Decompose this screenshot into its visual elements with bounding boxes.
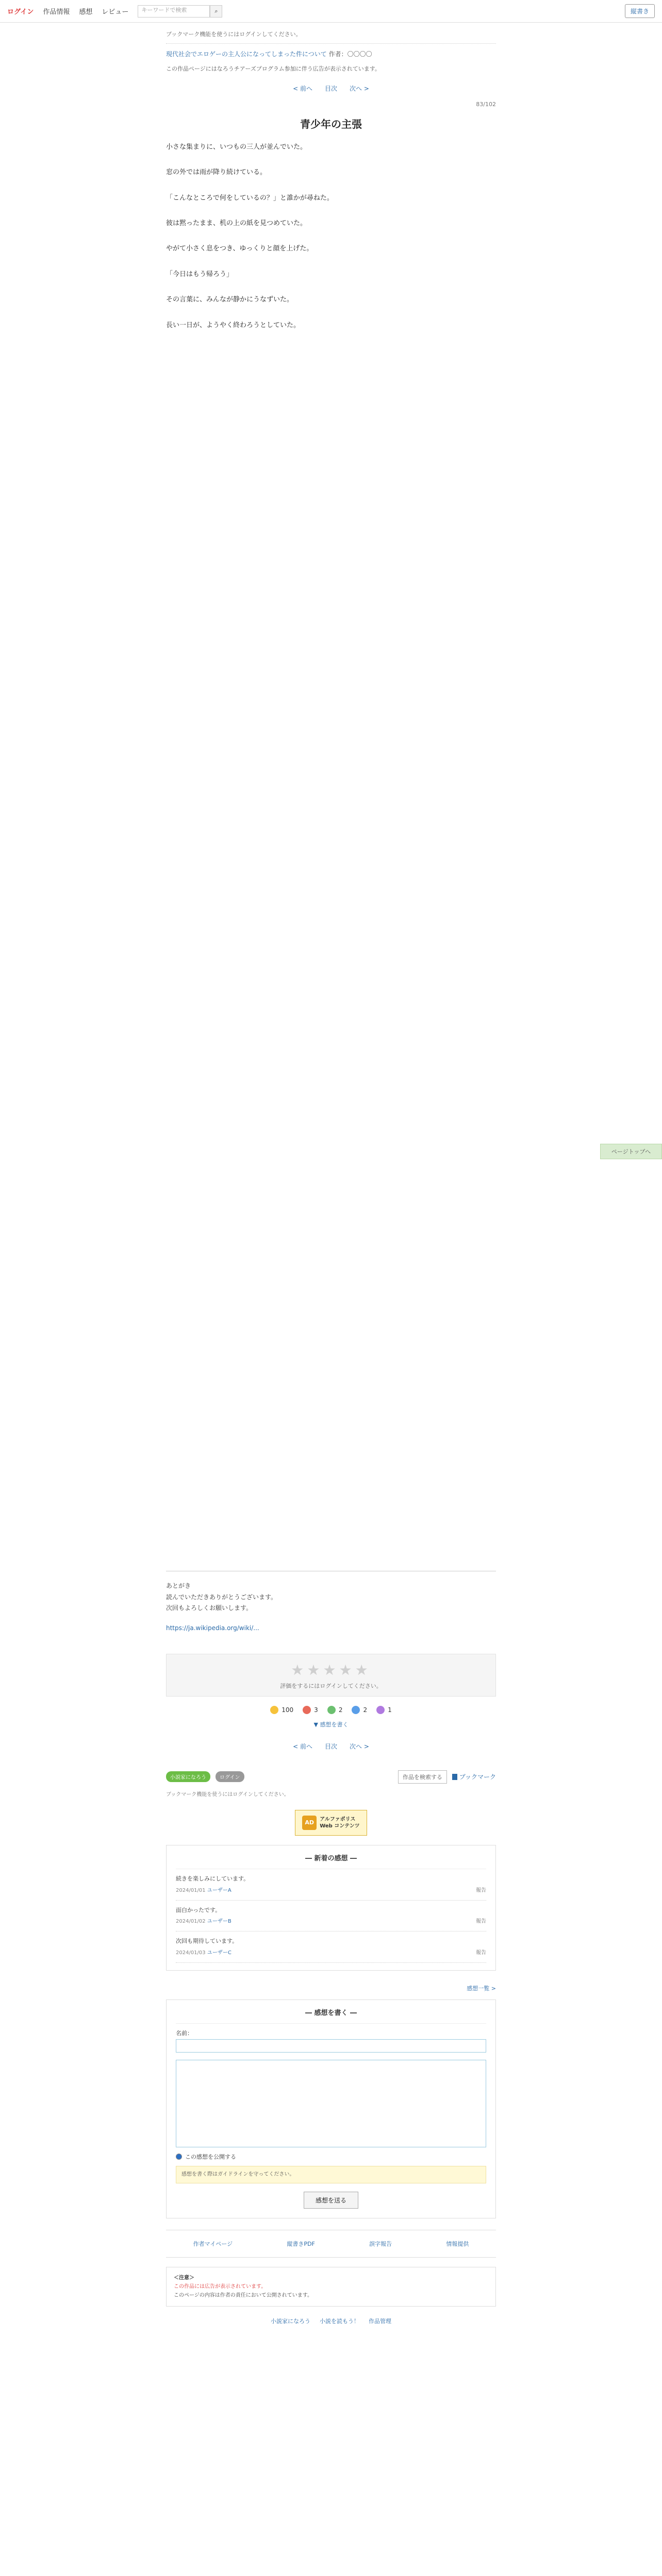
- bottom-links: [166, 2307, 496, 2341]
- form-title: ― 感想を書く ―: [176, 2007, 486, 2024]
- comments-title: ― 新着の感想 ―: [176, 1853, 486, 1869]
- comment-date: 2024/01/02: [176, 1919, 206, 1925]
- clap-icon: [327, 1706, 336, 1714]
- caution-head: ＜注意＞: [174, 2275, 194, 2281]
- comment-user[interactable]: ユーザーC: [207, 1950, 231, 1956]
- comment-user[interactable]: ユーザーB: [207, 1919, 231, 1925]
- login-notice: ブックマーク機能を使うにはログインしてください。: [166, 23, 496, 44]
- reaction-smile[interactable]: [270, 1706, 293, 1714]
- prev-link[interactable]: < 前へ: [293, 1742, 312, 1750]
- comment-meta: [176, 1948, 486, 1957]
- rating-note: 評価をするにはログインしてください。: [280, 1682, 382, 1689]
- bookmark-note: ブックマーク機能を使うにはログインしてください。: [166, 1791, 289, 1798]
- paragraph: 「こんなところで何をしているの？」と誰かが尋ねた。: [166, 194, 334, 202]
- paragraph: その言葉に、みんなが静かにうなずいた。: [166, 296, 294, 304]
- report-link[interactable]: 報告: [476, 1919, 486, 1925]
- footer-link-author[interactable]: 作者マイページ: [193, 2241, 233, 2248]
- comment-date: 2024/01/01: [176, 1887, 206, 1893]
- logo-text: アルファポリス Web コンテンツ: [320, 1816, 360, 1829]
- comment-textarea[interactable]: [176, 2060, 486, 2147]
- write-comment-link[interactable]: ▼ 感想を書く: [313, 1721, 349, 1728]
- name-label: 名前：: [176, 2030, 193, 2037]
- caution-black: このページの内容は作者の責任において公開されています。: [174, 2293, 312, 2299]
- reaction-count: 2: [363, 1706, 368, 1714]
- star-icon: [376, 1706, 385, 1714]
- next-link[interactable]: 次へ >: [350, 1742, 369, 1750]
- index-link[interactable]: 目次: [324, 84, 337, 92]
- name-input[interactable]: [176, 2039, 486, 2053]
- nav-reviews[interactable]: レビュー: [102, 8, 129, 16]
- main-container: [166, 23, 496, 2341]
- afterword: [166, 1581, 496, 1623]
- publish-checkbox[interactable]: [176, 2154, 182, 2160]
- chapter-number: 83/102: [476, 100, 496, 108]
- paragraph: 長い一日が、ようやく終わろうとしていた。: [166, 321, 301, 329]
- pager-bottom: [166, 1738, 496, 1762]
- paragraph: 窓の外では雨が降り続けている。: [166, 168, 267, 177]
- reactions-row: [166, 1703, 496, 1717]
- checkbox-label: この感想を公開する: [185, 2154, 236, 2161]
- site-tag[interactable]: 小説家になろう: [166, 1771, 210, 1782]
- comment-text: 次回も期待しています。: [176, 1938, 238, 1945]
- pager-top: [166, 77, 496, 100]
- submit-button[interactable]: 感想を送る: [304, 2192, 358, 2209]
- top-nav: [0, 0, 662, 23]
- heart-icon: [303, 1706, 311, 1714]
- afterword-line: 次回もよろしくお願いします。: [166, 1604, 253, 1612]
- reaction-clap[interactable]: [327, 1706, 343, 1714]
- footer-link-typo[interactable]: 誤字報告: [369, 2241, 392, 2248]
- ad-logo[interactable]: [295, 1810, 367, 1836]
- bottom-link-site[interactable]: 小説家になろう: [271, 2318, 310, 2325]
- rating-box: [166, 1654, 496, 1697]
- logo-icon: AD: [302, 1816, 317, 1830]
- ad-info: この作品ページにはなろうチアーズプログラム参加に伴う広告が表示されています。: [166, 65, 380, 73]
- chapter-title: 青少年の主張: [300, 117, 362, 130]
- paragraph: 彼は黙ったまま、机の上の紙を見つめていた。: [166, 219, 307, 228]
- footer-link-info[interactable]: 情報提供: [446, 2241, 469, 2248]
- nav-work-info[interactable]: 作品情報: [43, 8, 70, 16]
- comment-item: [176, 1901, 486, 1932]
- reaction-count: 1: [388, 1706, 392, 1714]
- caution-red: この作品には広告が表示されています。: [174, 2284, 267, 2290]
- comment-user[interactable]: ユーザーA: [207, 1887, 231, 1893]
- afterword-line: 読んでいただきありがとうございます。: [166, 1593, 277, 1601]
- paragraph: 小さな集まりに、いつもの三人が並んでいた。: [166, 143, 307, 151]
- bookmark-label: ブックマーク: [459, 1773, 496, 1781]
- author-name[interactable]: 作者：〇〇〇〇: [328, 50, 372, 58]
- bookmark-icon: [452, 1774, 457, 1780]
- bottom-link-read[interactable]: 小説を読もう！: [320, 2318, 359, 2325]
- comment-form-panel: [166, 1999, 496, 2218]
- login-link[interactable]: ログイン: [7, 8, 34, 16]
- comment-item: [176, 1869, 486, 1901]
- form-warning: 感想を書く際はガイドラインを守ってください。: [176, 2166, 486, 2183]
- afterword-label: あとがき: [166, 1582, 191, 1589]
- prev-link[interactable]: < 前へ: [293, 84, 312, 92]
- smile-icon: [270, 1706, 278, 1714]
- index-link[interactable]: 目次: [324, 1742, 337, 1750]
- reaction-count: 2: [338, 1706, 343, 1714]
- body-continuation: [166, 345, 496, 1555]
- series-title-link[interactable]: 現代社会でエロゲーの主人公になってしまった件について: [166, 50, 327, 58]
- comments-panel: [166, 1845, 496, 1971]
- spacer-label: [176, 2053, 486, 2060]
- nav-comments[interactable]: 感想: [79, 8, 93, 16]
- paragraph: やがて小さく息をつき、ゆっくりと顔を上げた。: [166, 245, 313, 253]
- report-link[interactable]: 報告: [476, 1950, 486, 1956]
- bottom-link-manage[interactable]: 作品管理: [369, 2318, 391, 2325]
- caution-box: [166, 2267, 496, 2307]
- reaction-count: 100: [282, 1706, 294, 1714]
- paragraph: 「今日はもう帰ろう」: [166, 270, 234, 278]
- report-link[interactable]: 報告: [476, 1887, 486, 1893]
- vertical-writing-button[interactable]: 縦書き: [625, 4, 655, 18]
- next-link[interactable]: 次へ >: [350, 84, 369, 92]
- comment-text: 続きを楽しみにしています。: [176, 1875, 250, 1882]
- search-icon[interactable]: ⌕: [210, 5, 222, 18]
- publish-checkbox-row[interactable]: [176, 2147, 486, 2166]
- comment-meta: [176, 1917, 486, 1926]
- reaction-count: 3: [314, 1706, 318, 1714]
- footer-link-pdf[interactable]: 縦書きPDF: [287, 2241, 315, 2248]
- footer-links: [166, 2230, 496, 2258]
- comment-meta: [176, 1886, 486, 1895]
- afterword-link[interactable]: https://ja.wikipedia.org/wiki/...: [166, 1624, 259, 1632]
- comment-item: [176, 1931, 486, 1963]
- comment-text: 面白かったです。: [176, 1906, 221, 1913]
- reaction-star[interactable]: [376, 1706, 392, 1714]
- login-tag[interactable]: ログイン: [216, 1771, 244, 1782]
- search-work-button[interactable]: 作品を検索する: [398, 1770, 447, 1784]
- page-top-button[interactable]: ページトップへ: [600, 1144, 662, 1159]
- tool-row: [166, 1762, 496, 1787]
- chapter-body: [166, 141, 496, 332]
- series-header: [166, 44, 496, 61]
- search-input[interactable]: キーワードで検索: [138, 5, 210, 18]
- reaction-laugh[interactable]: [352, 1706, 367, 1714]
- more-comments-link[interactable]: 感想一覧 >: [467, 1985, 496, 1992]
- reaction-heart[interactable]: [303, 1706, 318, 1714]
- search-group: [138, 5, 222, 18]
- rating-stars[interactable]: ★★★★★: [291, 1661, 371, 1679]
- comment-date: 2024/01/03: [176, 1950, 206, 1956]
- laugh-icon: [352, 1706, 360, 1714]
- bookmark-button[interactable]: [452, 1772, 496, 1781]
